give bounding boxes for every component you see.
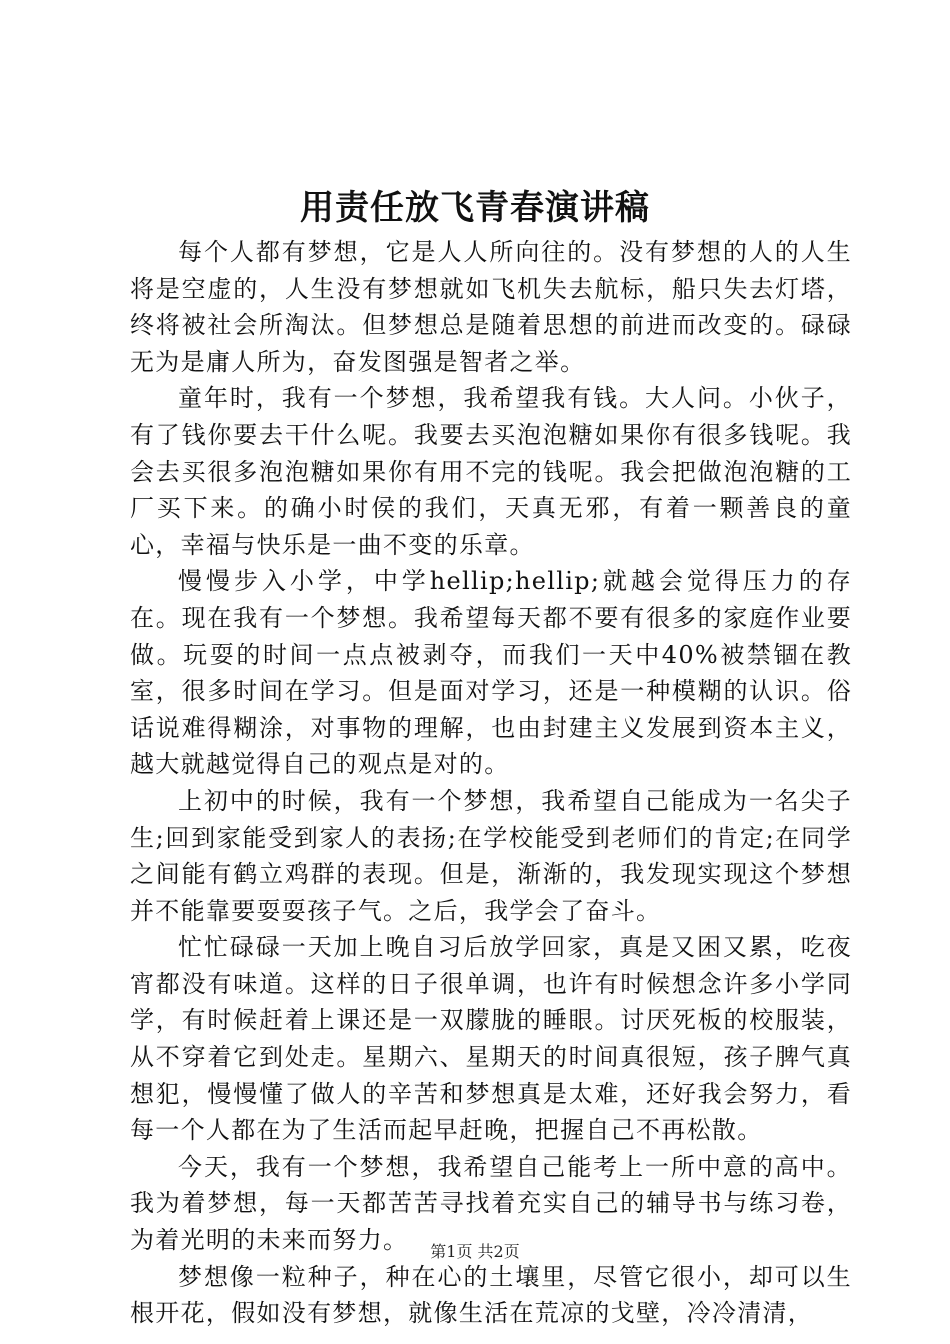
paragraph: 每个人都有梦想，它是人人所向往的。没有梦想的人的人生将是空虚的，人生没有梦想就如飞机失去航标，船只失去灯塔，终将被社会所淘汰。但梦想总是随着思想的前进而改变的。碌碌无为是庸人所为，奋发图强是智者之举。 <box>130 238 852 376</box>
document-body <box>130 234 852 1332</box>
page-number-footer: 第1页 共2页 <box>430 1242 520 1261</box>
paragraph: 梦想像一粒种子，种在心的土壤里，尽管它很小，却可以生根开花，假如没有梦想，就像生活在荒凉的戈壁，冷冷清清， <box>130 1262 852 1328</box>
paragraph: 今天，我有一个梦想，我希望自己能考上一所中意的高中。我为着梦想，每一天都苦苦寻找着充实自己的辅导书与练习卷，为着光明的未来而努力。 <box>130 1152 852 1255</box>
paragraph: 忙忙碌碌一天加上晚自习后放学回家，真是又困又累，吃夜宵都没有味道。这样的日子很单调，也许有时候想念许多小学同学，有时候赶着上课还是一双朦胧的睡眼。讨厌死板的校服装，从不穿着它到处走。星期六、星期天的时间真很短，孩子脾气真想犯，慢慢懂了做人的辛苦和梦想真是太难，还好我会努力，看每一个人都在为了生活而起早赶晚，把握自己不再松散。 <box>130 933 852 1145</box>
paragraph: 上初中的时候，我有一个梦想，我希望自己能成为一名尖子生;回到家能受到家人的表扬;在学校能受到老师们的肯定;在同学之间能有鹤立鸡群的表现。但是，渐渐的，我发现实现这个梦想并不能靠要耍耍孩子气。之后，我学会了奋斗。 <box>130 786 852 925</box>
paragraph: 慢慢步入小学，中学hellip;hellip;就越会觉得压力的存在。现在我有一个梦想。我希望每天都不要有很多的家庭作业要做。玩耍的时间一点点被剥夺，而我们一天中40%被禁锢在教室，很多时间在学习。但是面对学习，还是一种模糊的认识。俗话说难得糊涂，对事物的理解，也由封建主义发展到资本主义，越大就越觉得自己的观点是对的。 <box>130 567 852 779</box>
paragraph: 童年时，我有一个梦想，我希望我有钱。大人问。小伙子，有了钱你要去干什么呢。我要去买泡泡糖如果你有很多钱呢。我会去买很多泡泡糖如果你有用不完的钱呢。我会把做泡泡糖的工厂买下来。的确小时侯的我们，天真无邪，有着一颗善良的童心，幸福与快乐是一曲不变的乐章。 <box>130 384 852 559</box>
document-title: 用责任放飞青春演讲稿 <box>300 188 650 228</box>
